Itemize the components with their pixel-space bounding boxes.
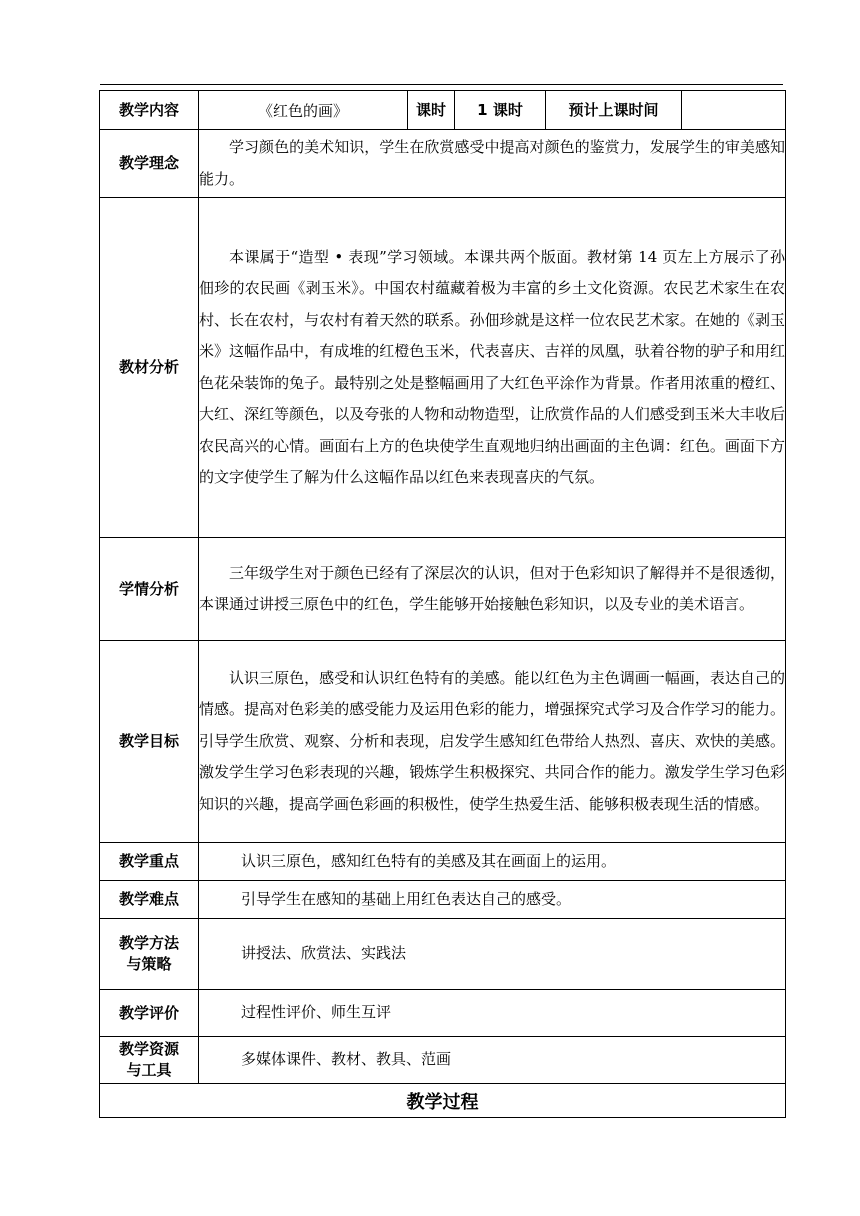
resource-label [100, 1037, 199, 1084]
student-label: 学情分析 [100, 538, 199, 641]
difficulty-text: 引导学生在感知的基础上用红色表达自己的感受。 [199, 881, 786, 919]
row-process [100, 1084, 786, 1118]
period-value: 1 课时 [455, 91, 546, 130]
material-text: 本课属于“造型 • 表现”学习领域。本课共两个版面。教材第 14 页左上方展示了孙佃珍的农民画《剥玉米》。中国农村蕴藏着极为丰富的乡土文化资源。农民艺术家生在农村、长在农村，与农村有着天然的联系。孙佃珍就是这样一位农民艺术家。在她的《剥玉米》这幅作品中，有成堆的红橙色玉米，代表喜庆、吉祥的凤凰，驮着谷物的驴子和用红色花朵装饰的兔子。最特别之处是整幅画用了大红色平涂作为背景。作者用浓重的橙红、大红、深红等颜色，以及夸张的人物和动物造型，让欣赏作品的人们感受到玉米大丰收后农民高兴的心情。画面右上方的色块使学生直观地归纳出画面的主色调：红色。画面下方的文字使学生了解为什么这幅作品以红色来表现喜庆的气氛。 [199, 198, 786, 538]
header-rule [100, 84, 783, 85]
period-label: 课时 [408, 91, 455, 130]
resource-label-line-1: 教学资源 [118, 1040, 179, 1058]
evaluation-label: 教学评价 [100, 990, 199, 1037]
philosophy-label: 教学理念 [100, 130, 199, 198]
row-resource [100, 1037, 786, 1084]
row-student [100, 538, 786, 641]
row-key [100, 843, 786, 881]
row-philosophy [100, 130, 786, 198]
row-method [100, 919, 786, 990]
key-label: 教学重点 [100, 843, 199, 881]
method-text: 讲授法、欣赏法、实践法 [199, 919, 786, 990]
process-title: 教学过程 [100, 1084, 786, 1118]
method-label-line-1: 教学方法 [118, 934, 179, 952]
resource-label-line-2: 与工具 [126, 1061, 172, 1079]
row-content [100, 91, 786, 130]
schedule-label: 预计上课时间 [546, 91, 682, 130]
philosophy-text: 学习颜色的美术知识，学生在欣赏感受中提高对颜色的鉴赏力，发展学生的审美感知能力。 [199, 130, 786, 198]
key-text: 认识三原色，感知红色特有的美感及其在画面上的运用。 [199, 843, 786, 881]
material-label: 教材分析 [100, 198, 199, 538]
goal-label: 教学目标 [100, 641, 199, 843]
method-label-line-2: 与策略 [126, 955, 172, 973]
row-material [100, 198, 786, 538]
evaluation-text: 过程性评价、师生互评 [199, 990, 786, 1037]
content-label: 教学内容 [100, 91, 199, 130]
goal-text: 认识三原色，感受和认识红色特有的美感。能以红色为主色调画一幅画，表达自己的情感。提高对色彩美的感受能力及运用色彩的能力，增强探究式学习及合作学习的能力。引导学生欣赏、观察、分析和表现，启发学生感知红色带给人热烈、喜庆、欢快的美感。激发学生学习色彩表现的兴趣，锻炼学生积极探究、共同合作的能力。激发学生学习色彩知识的兴趣，提高学画色彩画的积极性，使学生热爱生活、能够积极表现生活的情感。 [199, 641, 786, 843]
row-evaluation [100, 990, 786, 1037]
resource-text: 多媒体课件、教材、教具、范画 [199, 1037, 786, 1084]
content-value: 《红色的画》 [199, 91, 408, 130]
row-difficulty [100, 881, 786, 919]
lesson-plan-table [99, 90, 786, 1118]
row-goal [100, 641, 786, 843]
student-text: 三年级学生对于颜色已经有了深层次的认识，但对于色彩知识了解得并不是很透彻，本课通过讲授三原色中的红色，学生能够开始接触色彩知识，以及专业的美术语言。 [199, 538, 786, 641]
method-label [100, 919, 199, 990]
schedule-value [682, 91, 786, 130]
difficulty-label: 教学难点 [100, 881, 199, 919]
